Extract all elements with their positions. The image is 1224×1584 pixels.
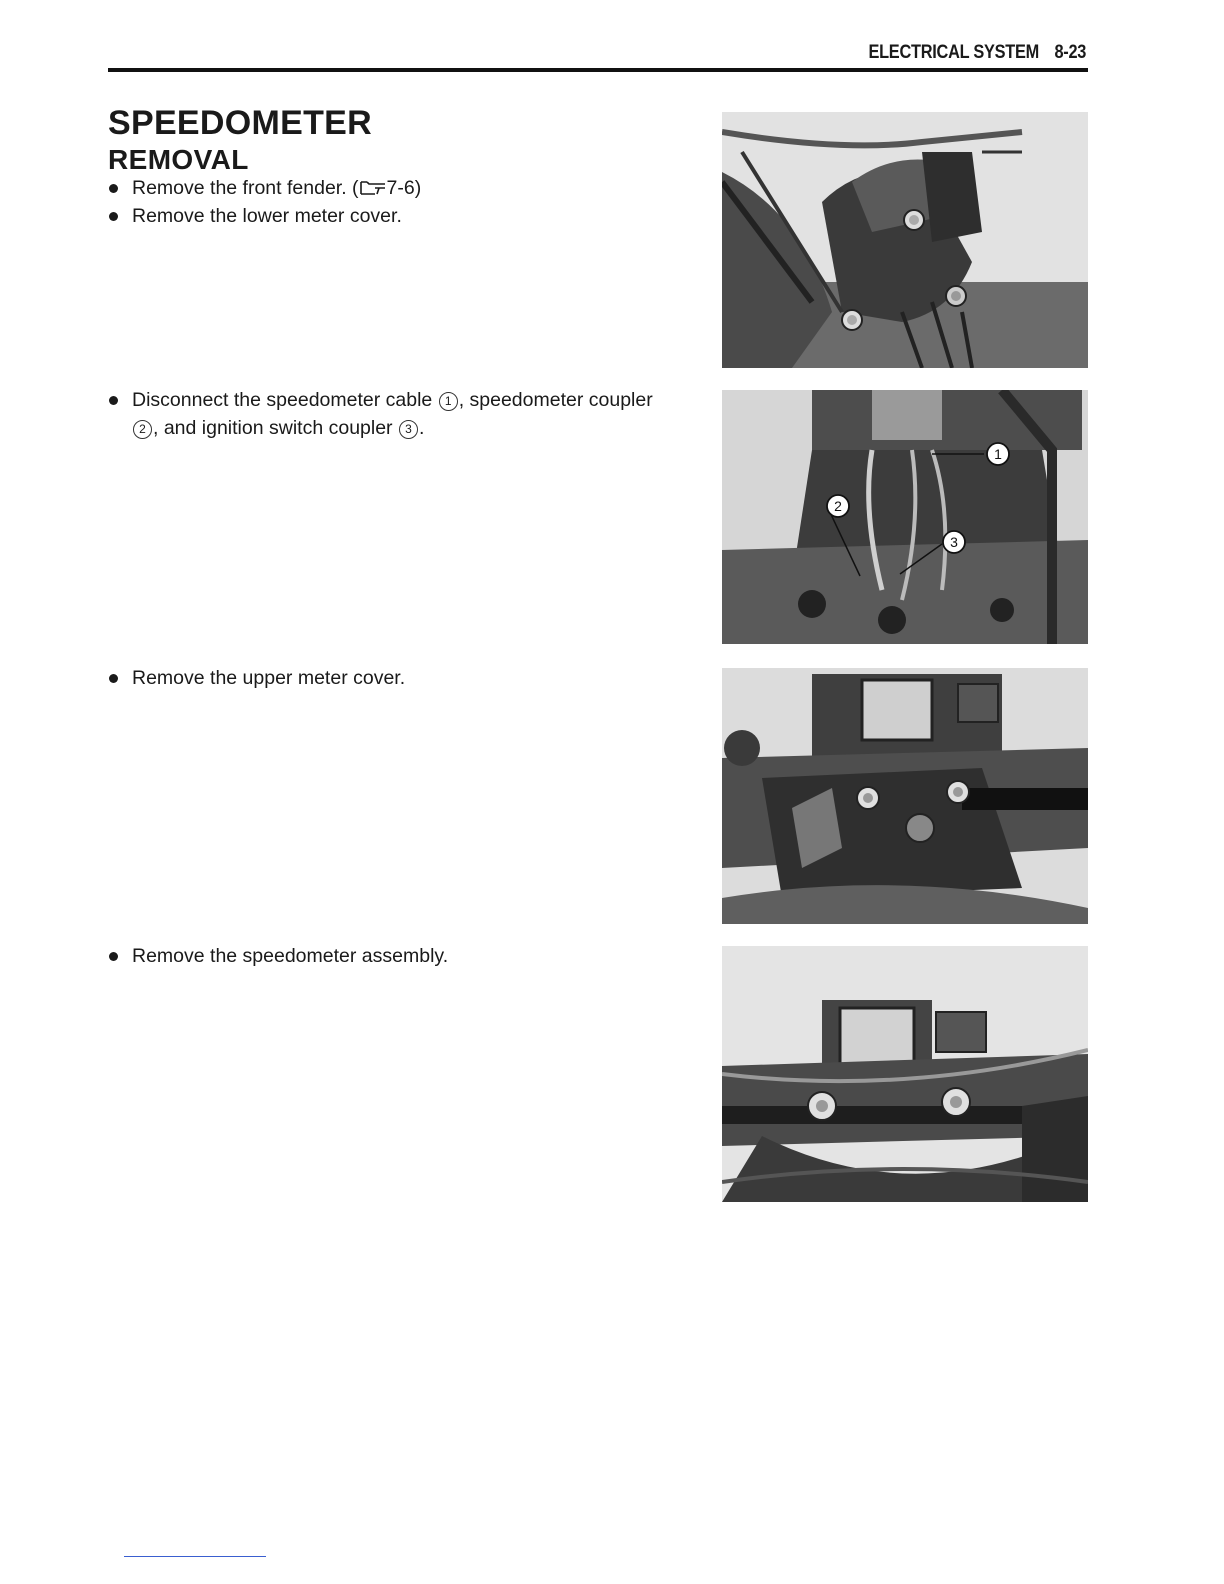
- photo-callout-3: 3: [950, 534, 958, 550]
- page-header: [108, 40, 1088, 70]
- page-title: SPEEDOMETER: [108, 104, 373, 142]
- header-section: ELECTRICAL SYSTEM: [868, 42, 1039, 63]
- header-page-number: 8-23: [1054, 42, 1086, 63]
- header-text: [868, 42, 1086, 64]
- step-item: Remove the lower meter cover.: [108, 202, 708, 230]
- bullet-icon: [109, 184, 118, 193]
- bullet-icon: [109, 674, 118, 683]
- header-rule: [108, 68, 1088, 72]
- step-list-2: [108, 386, 718, 442]
- bullet-icon: [109, 952, 118, 961]
- bullet-icon: [109, 212, 118, 221]
- reference-pointer-icon: [359, 178, 387, 196]
- step-item: Remove the upper meter cover.: [108, 664, 708, 692]
- bullet-icon: [109, 396, 118, 405]
- photo-upper-meter-cover: [722, 668, 1088, 924]
- photo-speedometer-assembly: [722, 946, 1088, 1202]
- footer-rule: [124, 1556, 266, 1557]
- photo-couplers: [722, 390, 1088, 644]
- photo-callout-1: 1: [994, 446, 1002, 462]
- step-list-1: [108, 174, 708, 230]
- callout-3: 3: [399, 420, 418, 439]
- step-list-4: [108, 942, 708, 970]
- callout-1: 1: [439, 392, 458, 411]
- step-item: Remove the front fender. ( 7-6): [108, 174, 708, 202]
- photo-lower-meter-cover: [722, 112, 1088, 368]
- callout-2: 2: [133, 420, 152, 439]
- step-list-3: [108, 664, 708, 692]
- step-item: Disconnect the speedometer cable 1 , speedometer coupler 2 , and ignition switch coupler 3 .: [108, 386, 718, 442]
- photo-callout-2: 2: [834, 498, 842, 514]
- section-title: REMOVAL: [108, 144, 249, 175]
- step-item: Remove the speedometer assembly.: [108, 942, 708, 970]
